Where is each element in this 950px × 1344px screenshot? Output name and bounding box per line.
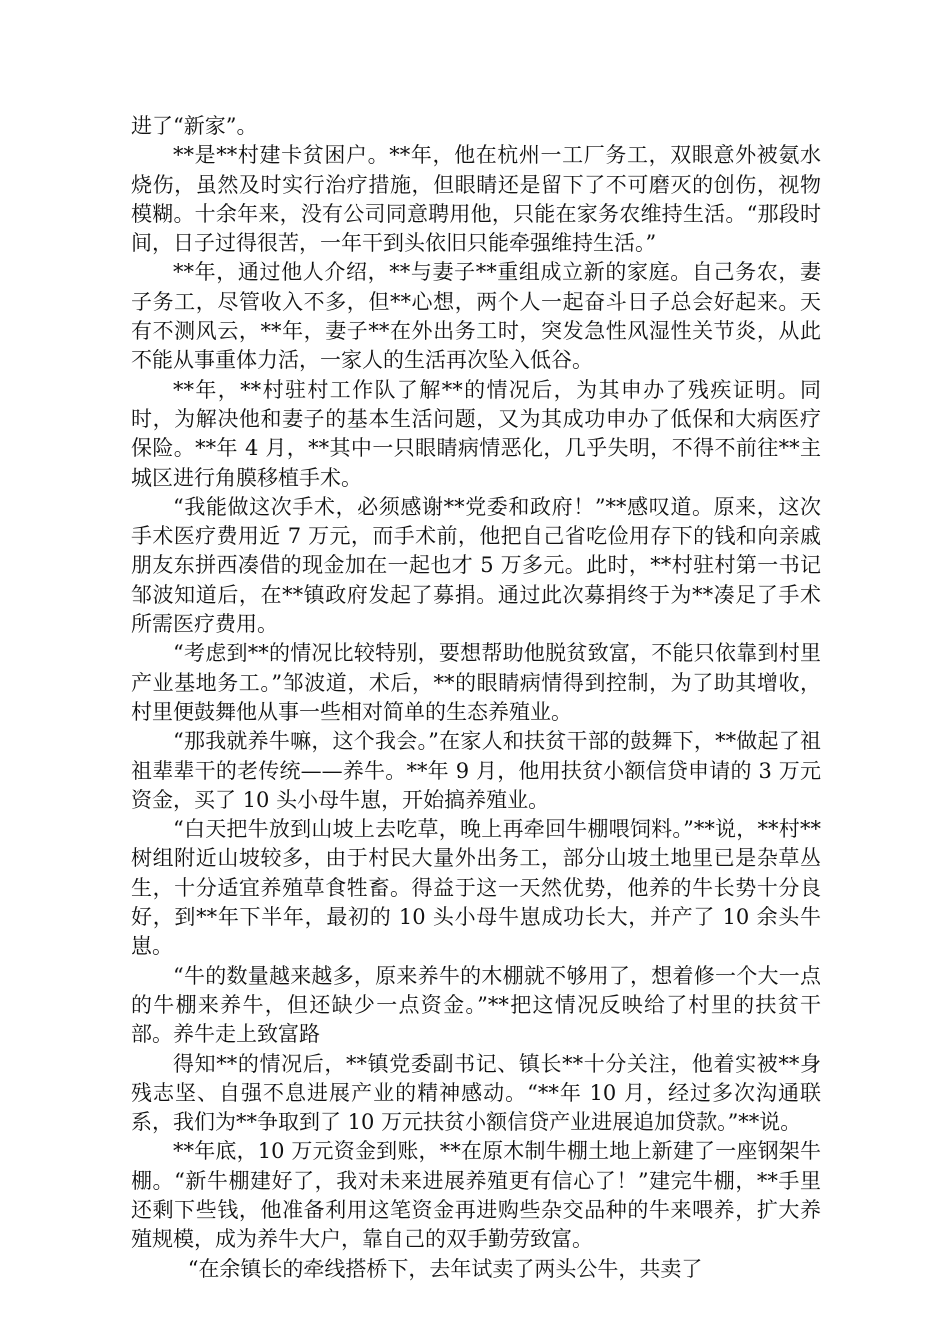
paragraph-4: **年，**村驻村工作队了解**的情况后，为其申办了残疾证明。同时，为解决他和妻子的基本生活问题，又为其成功申办了低保和大病医疗保险。**年 4 月，**其中一只眼睛病情恶化，几乎失明，不得不前往**主城区进行角膜移植手术。 (131, 377, 821, 490)
paragraph-10: 得知**的情况后，**镇党委副书记、镇长**十分关注，他着实被**身残志坚、自强不息进展产业的精神感动。“**年 10 月，经过多次沟通联系，我们为**争取到了 10 万元扶贫小额信贷产业进展追加贷款。”**说。 (131, 1051, 821, 1135)
paragraph-9: “牛的数量越来越多，原来养牛的木棚就不够用了，想着修一个大一点的牛棚来养牛，但还缺少一点资金。”**把这情况反映给了村里的扶贫干部。养牛走上致富路 (131, 963, 821, 1047)
paragraph-7: “那我就养牛嘛，这个我会。”在家人和扶贫干部的鼓舞下，**做起了祖祖辈辈干的老传统——养牛。**年 9 月，他用扶贫小额信贷申请的 3 万元资金，买了 10 头小母牛崽，开始搞养殖业。 (131, 729, 821, 812)
paragraph-8: “白天把牛放到山坡上去吃草，晚上再牵回牛棚喂饲料。”**说，**村**树组附近山坡较多，由于村民大量外出务工，部分山坡土地里已是杂草丛生，十分适宜养殖草食牲畜。得益于这一天然优势，他养的牛长势十分良好，到**年下半年，最初的 10 头小母牛崽成功长大，并产了 10 余头牛崽。 (131, 817, 821, 959)
paragraph-3: **年，通过他人介绍，**与妻子**重组成立新的家庭。自己务农，妻子务工，尽管收入不多，但**心想，两个人一起奋斗日子总会好起来。天有不测风云，**年，妻子**在外出务工时，突发急性风湿性关节炎，从此不能从事重体力活，一家人的生活再次坠入低谷。 (131, 260, 821, 373)
paragraph-2: **是**村建卡贫困户。**年，他在杭州一工厂务工，双眼意外被氨水烧伤，虽然及时实行治疗措施，但眼睛还是留下了不可磨灭的创伤，视物模糊。十余年来，没有公司同意聘用他，只能在家务农维持生活。“那段时间，日子过得很苦，一年干到头依旧只能牵强维持生活。” (131, 143, 821, 256)
paragraph-5: “我能做这次手术，必须感谢**党委和政府！”**感叹道。原来，这次手术医疗费用近 7 万元，而手术前，他把自己省吃俭用存下的钱和向亲戚朋友东拼西凑借的现金加在一起也才 5 万多元。此时，**村驻村第一书记邹波知道后，在**镇政府发起了募捐。通过此次募捐终于为**凑足了手术所需医疗费用。 (131, 494, 821, 637)
paragraph-1: 进了“新家”。 (131, 114, 258, 138)
document-page (131, 112, 821, 1284)
paragraph-11: **年底，10 万元资金到账，**在原木制牛棚土地上新建了一座钢架牛棚。“新牛棚建好了，我对未来进展养殖更有信心了！”建完牛棚，**手里还剩下些钱，他准备利用这笔资金再进购些杂交品种的牛来喂养，扩大养殖规模，成为养牛大户，靠自己的双手勤劳致富。 (131, 1139, 821, 1252)
paragraph-12: “在余镇长的牵线搭桥下，去年试卖了两头公牛，共卖了 (187, 1256, 703, 1281)
paragraph-6: “考虑到**的情况比较特别，要想帮助他脱贫致富，不能只依靠到村里产业基地务工。”邹波道，术后，**的眼睛病情得到控制，为了助其增收，村里便鼓舞他从事一些相对简单的生态养殖业。 (131, 641, 821, 724)
